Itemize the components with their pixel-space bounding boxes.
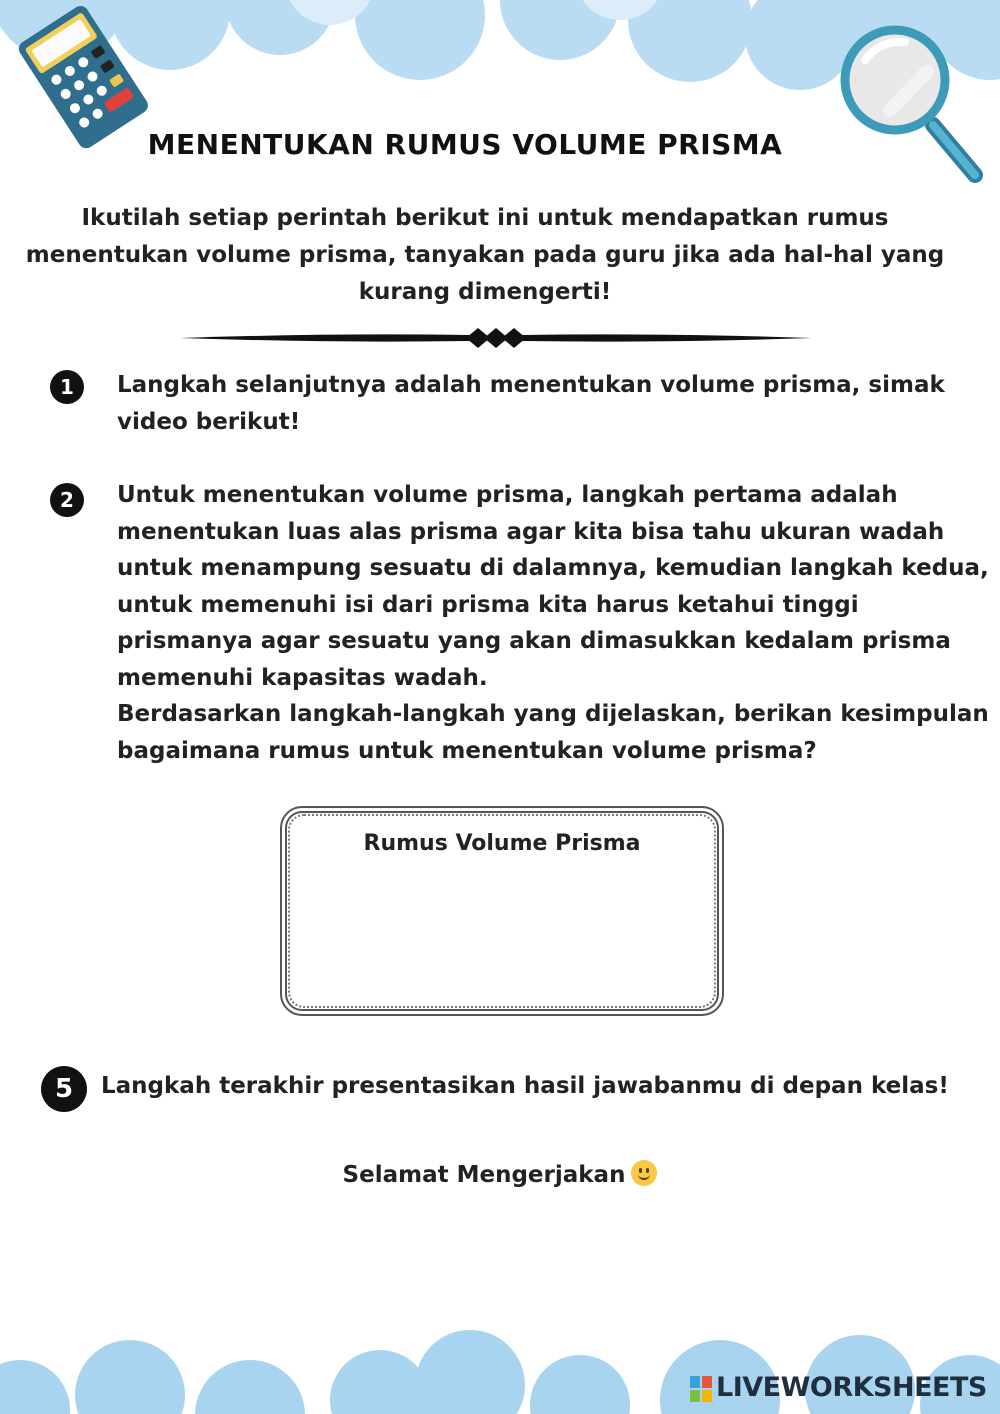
answer-box-title: Rumus Volume Prisma xyxy=(363,831,641,856)
closing-label: Selamat Mengerjakan xyxy=(342,1162,626,1188)
brand-name[interactable]: LIVEWORKSHEETS xyxy=(716,1372,987,1403)
step-2-number: 2 xyxy=(50,483,84,517)
step-1-text: Langkah selanjutnya adalah menentukan volume prisma, simak video berikut! xyxy=(117,372,945,435)
intro-text: Ikutilah setiap perintah berikut ini untuk mendapatkan rumus menentukan volume prisma, tanyakan pada guru jika ada hal-hal yang kurang dimengerti! xyxy=(25,205,945,305)
liveworksheets-logo-icon xyxy=(690,1376,712,1402)
step-2-text xyxy=(117,477,992,769)
step-2-paragraph-2: Berdasarkan langkah-langkah yang dijelaskan, berikan kesimpulan bagaimana rumus untuk menentukan volume prisma? xyxy=(117,701,989,764)
page-title: MENENTUKAN RUMUS VOLUME PRISMA xyxy=(147,128,783,161)
step-5-number: 5 xyxy=(41,1066,87,1112)
answer-box xyxy=(280,806,724,1016)
smiley-icon xyxy=(631,1160,657,1186)
ornamental-divider xyxy=(180,323,812,353)
step-2-paragraph-1: Untuk menentukan volume prisma, langkah pertama adalah menentukan luas alas prisma agar kita bisa tahu ukuran wadah untuk menampung sesuatu di dalamnya, kemudian langkah kedua, untuk memenuhi isi dari prisma kita harus ketahui tinggi prismanya agar sesuatu yang akan dimasukkan kedalam prisma memenuhi kapasitas wadah. xyxy=(117,482,989,691)
step-1-number: 1 xyxy=(50,370,84,404)
answer-input[interactable] xyxy=(317,878,687,984)
magnifier-icon xyxy=(835,20,985,185)
closing-text xyxy=(0,1160,1000,1188)
step-5-text: Langkah terakhir presentasikan hasil jawabanmu di depan kelas! xyxy=(101,1073,949,1099)
